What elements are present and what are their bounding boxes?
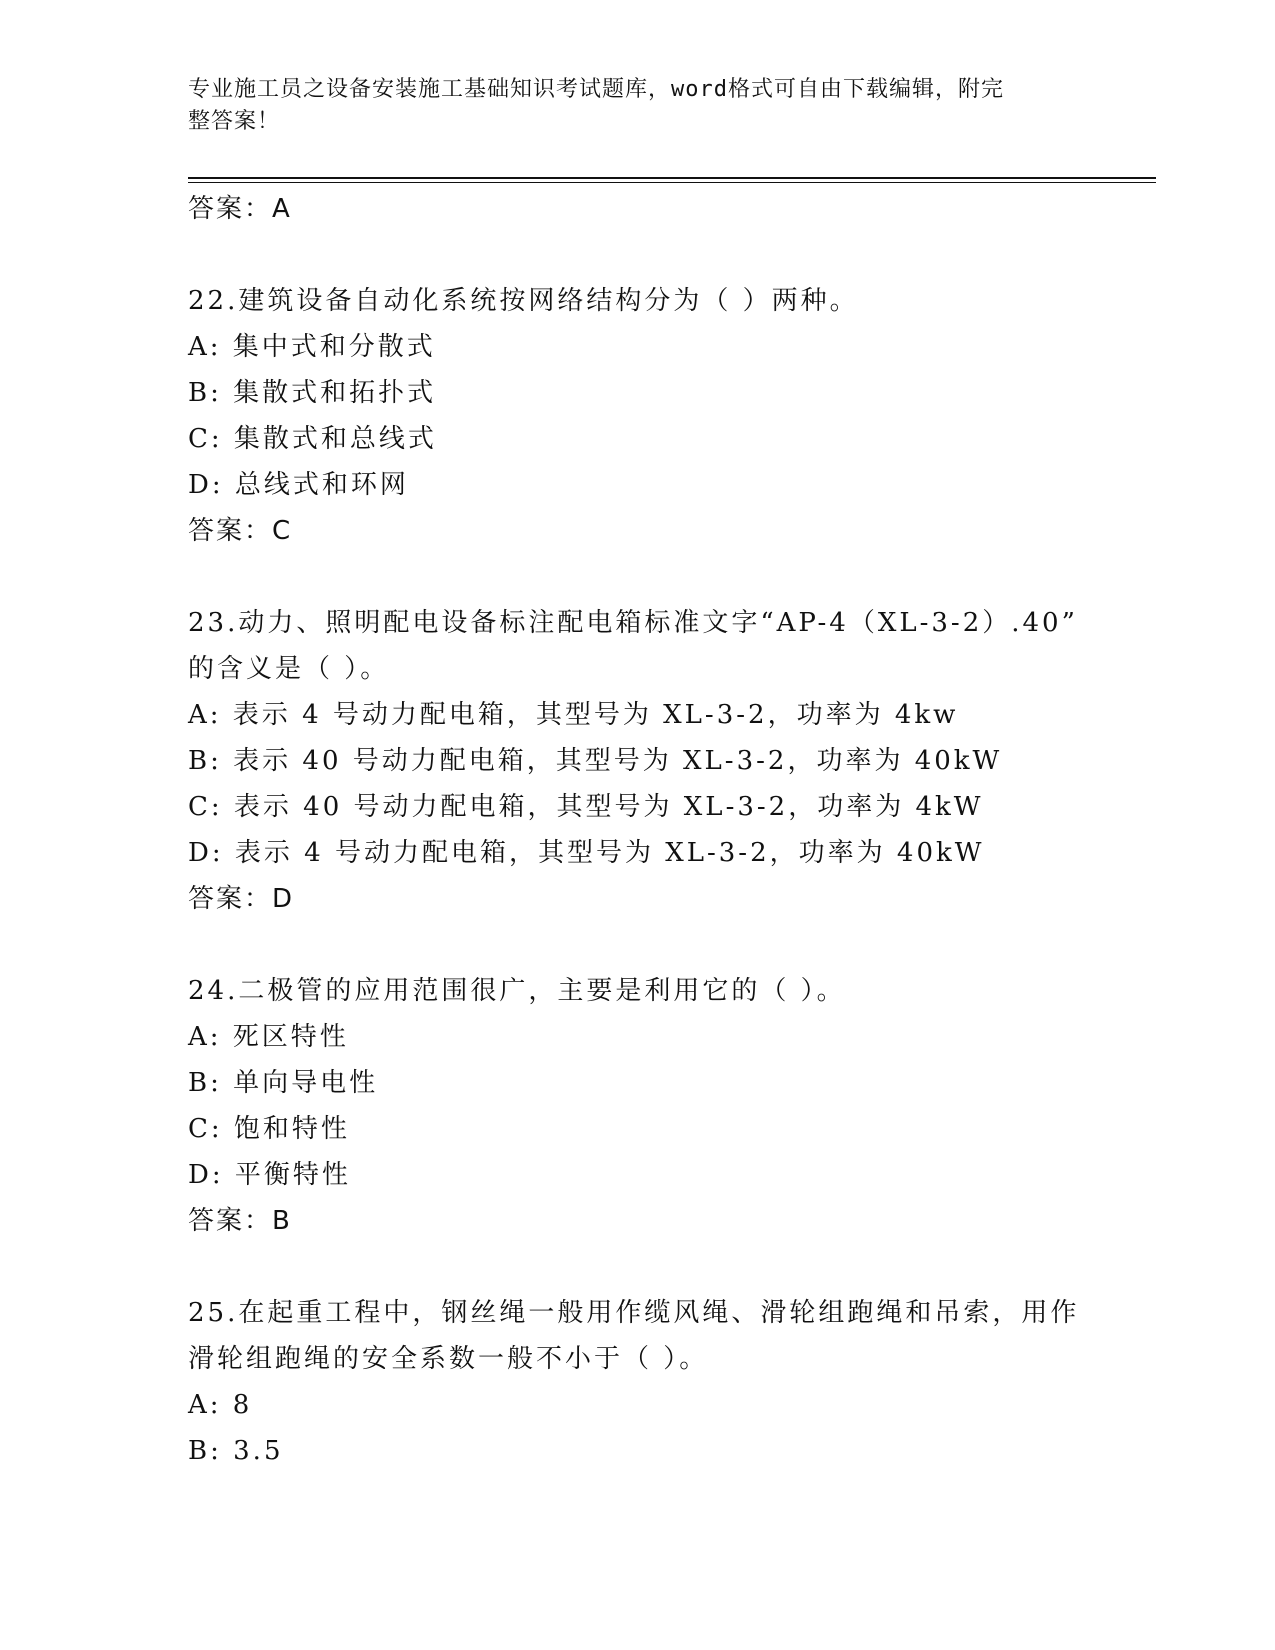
header-rule-thick <box>188 177 1156 179</box>
spacer <box>188 554 1148 600</box>
document-header <box>188 74 1068 138</box>
option-b: B: 3.5 <box>188 1436 284 1466</box>
question-stem-line-1: 25.在起重工程中，钢丝绳一般用作缆风绳、滑轮组跑绳和吊索，用作 <box>188 1298 1080 1328</box>
option-b: B: 单向导电性 <box>188 1068 379 1098</box>
question-25 <box>188 1290 1148 1474</box>
question-stem: 22.建筑设备自动化系统按网络结构分为（ ）两种。 <box>188 286 859 316</box>
question-stem-line-2: 滑轮组跑绳的安全系数一般不小于（ ）。 <box>188 1344 709 1374</box>
question-stem-line-2: 的含义是（ ）。 <box>188 654 390 684</box>
answer-line <box>188 186 1148 232</box>
header-line-2: 整答案！ <box>188 109 281 134</box>
question-24 <box>188 968 1148 1244</box>
option-a: A: 8 <box>188 1390 253 1420</box>
header-rule-thin <box>188 182 1156 183</box>
option-a: A: 表示 4 号动力配电箱，其型号为 XL-3-2，功率为 4kw <box>188 700 959 730</box>
answer-line <box>188 508 1148 554</box>
question-list <box>188 186 1148 1474</box>
spacer <box>188 232 1148 278</box>
answer-value: D <box>272 884 295 914</box>
question-stem: 24.二极管的应用范围很广，主要是利用它的（ ）。 <box>188 976 846 1006</box>
answer-prefix: 答案： <box>188 1206 273 1236</box>
answer-value: C <box>272 516 293 546</box>
answer-prefix: 答案： <box>188 516 273 546</box>
option-d: D: 总线式和环网 <box>188 470 409 500</box>
answer-prefix: 答案： <box>188 884 273 914</box>
spacer <box>188 1244 1148 1290</box>
answer-value: B <box>272 1206 292 1236</box>
option-b: B: 表示 40 号动力配电箱，其型号为 XL-3-2，功率为 40kW <box>188 746 1003 776</box>
question-23 <box>188 600 1148 922</box>
option-a: A: 死区特性 <box>188 1022 349 1052</box>
option-c: C: 饱和特性 <box>188 1114 350 1144</box>
option-c: C: 集散式和总线式 <box>188 424 437 454</box>
option-b: B: 集散式和拓扑式 <box>188 378 437 408</box>
header-line-1: 专业施工员之设备安装施工基础知识考试题库，word格式可自由下载编辑，附完 <box>188 77 1004 102</box>
option-d: D: 平衡特性 <box>188 1160 351 1190</box>
option-a: A: 集中式和分散式 <box>188 332 436 362</box>
spacer <box>188 922 1148 968</box>
question-22 <box>188 278 1148 554</box>
question-stem-line-1: 23.动力、照明配电设备标注配电箱标准文字“AP-4（XL-3-2）.40” <box>188 608 1078 638</box>
answer-line <box>188 876 1148 922</box>
answer-value: A <box>272 194 292 224</box>
option-d: D: 表示 4 号动力配电箱，其型号为 XL-3-2，功率为 40kW <box>188 838 985 868</box>
option-c: C: 表示 40 号动力配电箱，其型号为 XL-3-2，功率为 4kW <box>188 792 984 822</box>
answer-line <box>188 1198 1148 1244</box>
answer-prefix: 答案： <box>188 194 273 224</box>
